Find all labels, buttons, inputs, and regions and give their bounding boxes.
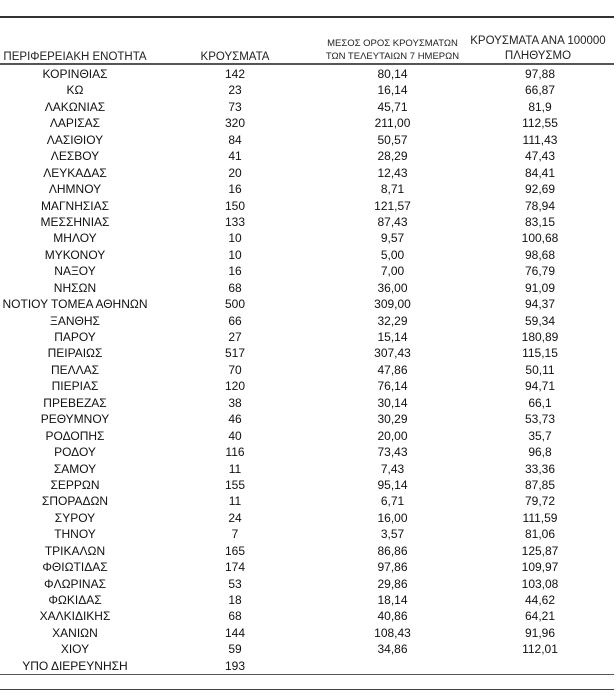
cell-per100k: 66,1 <box>528 395 552 410</box>
table-body <box>0 66 614 674</box>
table-row <box>0 461 614 477</box>
cell-avg7: 30,14 <box>377 395 408 410</box>
table-row <box>0 362 614 378</box>
cell-region: ΧΑΝΙΩΝ <box>52 625 98 640</box>
cell-per100k: 76,79 <box>524 264 556 279</box>
cell-per100k: 103,08 <box>521 576 559 591</box>
table-row <box>0 280 614 296</box>
header-avg7-line2: ΤΩΝ ΤΕΛΕΥΤΑΙΩΝ 7 ΗΜΕΡΩΝ <box>325 51 460 62</box>
cell-cases: 41 <box>228 149 242 164</box>
cell-cases: 16 <box>228 264 242 279</box>
cell-region: ΤΡΙΚΑΛΩΝ <box>44 543 106 558</box>
cell-per100k: 115,15 <box>522 346 558 361</box>
table-header <box>0 33 614 63</box>
table-row <box>0 198 614 214</box>
cell-per100k: 47,43 <box>524 149 556 164</box>
cell-region: ΛΕΣΒΟΥ <box>50 149 100 164</box>
cell-per100k: 83,15 <box>524 214 556 229</box>
cell-per100k: 96,8 <box>528 445 552 460</box>
cell-per100k: 100,68 <box>521 231 559 246</box>
cell-cases: 16 <box>228 182 242 197</box>
cell-per100k: 98,68 <box>524 247 556 262</box>
cell-avg7: 34,86 <box>377 642 408 657</box>
cell-cases: 155 <box>224 477 246 492</box>
cell-avg7: 32,29 <box>377 313 408 328</box>
cell-per100k: 81,06 <box>524 527 556 542</box>
cell-avg7: 12,43 <box>377 165 408 180</box>
cell-region: ΧΑΛΚΙΔΙΚΗΣ <box>39 609 111 624</box>
table-row <box>0 181 614 197</box>
cell-region: ΦΛΩΡΙΝΑΣ <box>44 576 106 591</box>
table-row <box>0 395 614 411</box>
cell-avg7: 7,00 <box>380 264 405 279</box>
cell-region: ΝΑΞΟΥ <box>54 264 96 279</box>
cell-region: ΠΙΕΡΙΑΣ <box>51 379 99 394</box>
table-row <box>0 428 614 444</box>
cell-avg7: 15,14 <box>377 330 408 344</box>
cell-region: ΜΗΛΟΥ <box>53 231 97 246</box>
header-per100k-line2: ΠΛΗΘΥΣΜΟ <box>504 50 572 62</box>
cell-avg7: 36,00 <box>377 280 408 295</box>
cell-cases: 142 <box>224 67 246 81</box>
table-row <box>0 625 614 641</box>
cell-per100k: 109,97 <box>521 560 559 575</box>
cell-region: ΠΕΛΛΑΣ <box>50 362 100 377</box>
cell-region: ΛΑΡΙΣΑΣ <box>49 116 101 131</box>
header-avg7-line1: ΜΕΣΟΣ ΟΡΟΣ ΚΡΟΥΣΜΑΤΩΝ <box>327 38 458 49</box>
cell-avg7: 45,71 <box>377 99 408 114</box>
cell-cases: 59 <box>228 642 242 657</box>
cell-cases: 40 <box>228 428 242 443</box>
table-row <box>0 592 614 608</box>
cell-per100k: 50,11 <box>525 362 555 377</box>
cell-cases: 174 <box>224 560 246 575</box>
cell-cases: 68 <box>228 280 242 295</box>
cell-region: ΠΕΙΡΑΙΩΣ <box>47 346 103 361</box>
cell-avg7: 7,43 <box>380 461 405 476</box>
cell-avg7: 28,29 <box>377 149 408 164</box>
table-row <box>0 444 614 460</box>
cell-cases: 68 <box>228 609 242 624</box>
cell-cases: 116 <box>225 445 245 460</box>
cell-region: ΚΟΡΙΝΘΙΑΣ <box>42 67 108 81</box>
cell-avg7: 97,86 <box>377 560 408 575</box>
cell-avg7: 309,00 <box>374 297 411 312</box>
cell-avg7: 211,00 <box>374 116 411 131</box>
cell-avg7: 16,14 <box>377 83 408 98</box>
header-region: ΠΕΡΙΦΕΡΕΙΑΚΗ ΕΝΟΤΗΤΑ <box>3 51 147 63</box>
cell-cases: 70 <box>228 362 242 377</box>
cell-cases: 46 <box>228 412 242 427</box>
cell-cases: 320 <box>224 116 246 131</box>
cell-cases: 517 <box>224 346 246 361</box>
cell-per100k: 112,55 <box>522 116 558 131</box>
cell-avg7: 29,86 <box>377 576 408 591</box>
table-row <box>0 411 614 427</box>
table-row <box>0 378 614 394</box>
table-row <box>0 543 614 559</box>
cell-cases: 144 <box>224 625 246 640</box>
table-row <box>0 82 614 98</box>
cell-region: ΜΕΣΣΗΝΙΑΣ <box>40 214 110 229</box>
cell-avg7: 76,14 <box>377 379 408 394</box>
cell-per100k: 78,94 <box>524 198 556 213</box>
cell-avg7: 47,86 <box>377 362 408 377</box>
cell-per100k: 111,59 <box>522 510 558 525</box>
cell-per100k: 44,62 <box>524 593 556 607</box>
cell-avg7: 80,14 <box>377 67 408 81</box>
cell-per100k: 112,01 <box>522 642 558 657</box>
cell-region: ΣΑΜΟΥ <box>53 461 97 476</box>
cell-cases: 20 <box>228 165 242 180</box>
cell-cases: 10 <box>228 231 242 246</box>
cell-cases: 7 <box>231 527 239 542</box>
cell-cases: 66 <box>228 313 242 328</box>
cell-cases: 193 <box>224 658 246 673</box>
cell-region: ΣΠΟΡΑΔΩΝ <box>41 494 109 509</box>
cell-region: ΣΕΡΡΩΝ <box>50 477 100 492</box>
cell-per100k: 66,87 <box>524 83 556 98</box>
cell-per100k: 97,88 <box>524 67 556 81</box>
cell-cases: 500 <box>224 297 246 312</box>
bottom-rule <box>0 674 614 675</box>
cell-per100k: 180,89 <box>521 330 559 344</box>
table-row <box>0 608 614 624</box>
cell-cases: 73 <box>228 99 242 114</box>
cell-avg7: 87,43 <box>377 214 408 229</box>
cell-avg7: 30,29 <box>377 412 408 427</box>
table-row <box>0 477 614 493</box>
cell-region: ΜΑΓΝΗΣΙΑΣ <box>40 198 110 213</box>
cell-cases: 10 <box>228 247 242 262</box>
cell-region: ΛΑΣΙΘΙΟΥ <box>46 132 104 147</box>
cell-per100k: 94,37 <box>524 297 556 312</box>
cell-cases: 165 <box>224 543 246 558</box>
cell-region: ΞΑΝΘΗΣ <box>50 313 100 328</box>
cell-cases: 150 <box>224 198 246 213</box>
table-row <box>0 526 614 542</box>
cell-avg7: 6,71 <box>380 494 405 509</box>
cell-region: ΦΩΚΙΔΑΣ <box>48 593 102 607</box>
cell-per100k: 33,36 <box>524 461 556 476</box>
cell-cases: 84 <box>228 132 242 147</box>
cell-cases: 133 <box>224 214 246 229</box>
cell-per100k: 64,21 <box>524 609 556 624</box>
table-row <box>0 345 614 361</box>
table-row <box>0 493 614 509</box>
cell-avg7: 5,00 <box>380 247 405 262</box>
cell-per100k: 92,69 <box>524 182 556 197</box>
table-row <box>0 658 614 674</box>
cell-per100k: 53,73 <box>524 412 556 427</box>
table-row <box>0 329 614 345</box>
cell-cases: 11 <box>228 494 242 509</box>
cell-cases: 38 <box>228 395 242 410</box>
cell-region: ΛΗΜΝΟΥ <box>48 182 102 197</box>
cell-region: ΡΕΘΥΜΝΟΥ <box>40 412 110 427</box>
cell-region: ΣΥΡΟΥ <box>54 510 96 525</box>
cell-region: ΝΟΤΙΟΥ ΤΟΜΕΑ ΑΘΗΝΩΝ <box>2 297 148 312</box>
table-row <box>0 148 614 164</box>
table-row <box>0 313 614 329</box>
table-row <box>0 559 614 575</box>
table-row <box>0 296 614 312</box>
cell-per100k: 84,41 <box>524 165 556 180</box>
table-row <box>0 132 614 148</box>
table-row <box>0 247 614 263</box>
cell-per100k: 125,87 <box>521 543 559 558</box>
top-rule <box>0 16 614 18</box>
cell-per100k: 35,7 <box>528 428 552 443</box>
cell-region: ΝΗΣΩΝ <box>53 280 97 295</box>
cell-region: ΧΙΟΥ <box>60 642 90 657</box>
cell-per100k: 79,72 <box>524 494 556 509</box>
cell-region: ΛΕΥΚΑΔΑΣ <box>43 165 107 180</box>
header-avg7 <box>310 37 475 63</box>
table-row <box>0 230 614 246</box>
cell-region: ΡΟΔΟΠΗΣ <box>45 428 105 443</box>
header-rule <box>0 63 614 65</box>
cell-region: ΡΟΔΟΥ <box>54 445 96 460</box>
header-per100k-line1: ΚΡΟΥΣΜΑΤΑ ΑΝΑ 100000 <box>470 35 606 47</box>
footer-rule <box>0 689 614 690</box>
cell-region: ΚΩ <box>66 83 84 98</box>
cell-per100k: 91,09 <box>524 280 556 295</box>
cell-avg7: 16,00 <box>377 510 408 525</box>
cell-avg7: 73,43 <box>377 445 408 460</box>
cell-avg7: 307,43 <box>374 346 411 361</box>
cell-region: ΤΗΝΟΥ <box>54 527 96 542</box>
cell-avg7: 8,71 <box>380 182 405 197</box>
cell-per100k: 91,96 <box>524 625 556 640</box>
cell-region: ΥΠΟ ΔΙΕΡΕΥΝΗΣΗ <box>22 658 128 673</box>
cell-avg7: 40,86 <box>377 609 408 624</box>
cell-avg7: 9,57 <box>380 231 405 246</box>
cell-region: ΠΑΡΟΥ <box>54 330 96 344</box>
cell-avg7: 50,57 <box>377 132 408 147</box>
cell-per100k: 81,9 <box>528 99 552 114</box>
cell-cases: 120 <box>224 379 246 394</box>
cell-avg7: 95,14 <box>377 477 408 492</box>
cell-avg7: 86,86 <box>377 543 408 558</box>
cell-per100k: 94,71 <box>524 379 556 394</box>
table-row <box>0 263 614 279</box>
table-row <box>0 641 614 657</box>
table-row <box>0 115 614 131</box>
cell-per100k: 87,85 <box>524 477 556 492</box>
cell-avg7: 20,00 <box>377 428 408 443</box>
cell-cases: 27 <box>228 330 242 344</box>
cell-avg7: 18,14 <box>377 593 408 607</box>
cell-region: ΛΑΚΩΝΙΑΣ <box>44 99 106 114</box>
table-row <box>0 214 614 230</box>
cell-region: ΜΥΚΟΝΟΥ <box>44 247 106 262</box>
cell-cases: 23 <box>228 83 242 98</box>
cell-cases: 11 <box>228 461 242 476</box>
cell-cases: 24 <box>228 510 242 525</box>
table-row <box>0 576 614 592</box>
header-per100k <box>462 34 614 64</box>
table-row <box>0 66 614 82</box>
cell-per100k: 59,34 <box>524 313 556 328</box>
cell-cases: 53 <box>228 576 242 591</box>
cell-region: ΦΘΙΩΤΙΔΑΣ <box>42 560 108 575</box>
cell-per100k: 111,43 <box>522 132 558 147</box>
cell-avg7: 121,57 <box>374 198 411 213</box>
cell-avg7: 108,43 <box>374 625 411 640</box>
cell-cases: 18 <box>228 593 242 607</box>
header-cases: ΚΡΟΥΣΜΑΤΑ <box>200 51 270 63</box>
cell-region: ΠΡΕΒΕΖΑΣ <box>43 395 107 410</box>
table-row <box>0 99 614 115</box>
table-row <box>0 510 614 526</box>
table-row <box>0 165 614 181</box>
cell-avg7: 3,57 <box>380 527 405 542</box>
